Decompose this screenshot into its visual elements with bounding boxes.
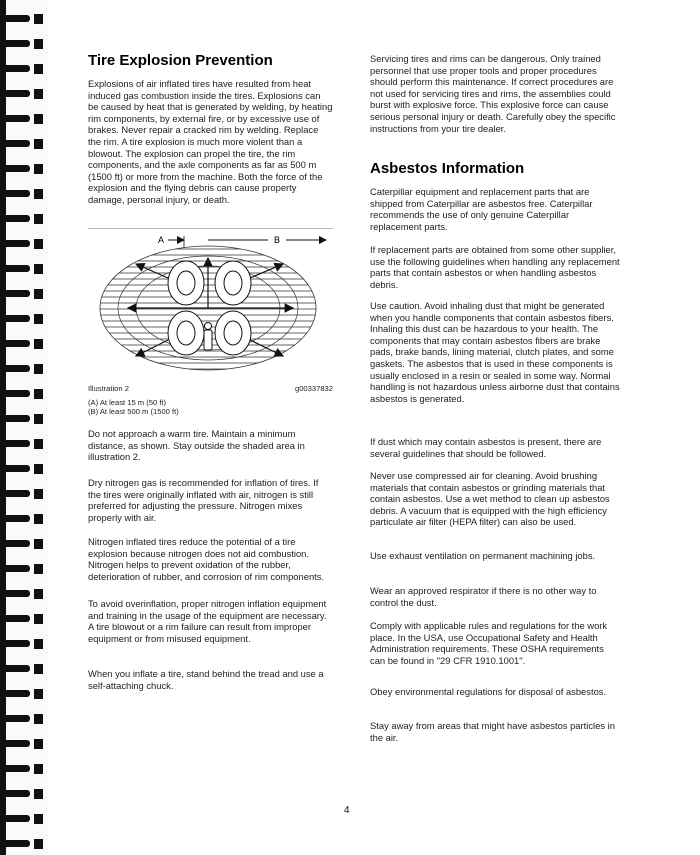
illustration-2 <box>88 228 333 380</box>
binding-coil <box>0 162 44 176</box>
left-paragraph: Nitrogen inflated tires reduce the potential of a tire explosion because nitrogen does not aid combustion. Nitrogen helps to prevent oxidation of the rubber, deterioration of rubber, and corrosion of rim components. <box>88 536 325 582</box>
right-paragraph: Comply with applicable rules and regulations for the work place. In the USA, use Occupational Safety and Health Administration requirements. These OSHA requirements can be found in "29 CFR 1910.1001". <box>370 620 608 666</box>
tire-explosion-heading: Tire Explosion Prevention <box>88 52 273 69</box>
binding-coil <box>0 337 44 351</box>
binding-coil <box>0 537 44 551</box>
right-paragraph: Wear an approved respirator if there is no other way to control the dust. <box>370 585 597 608</box>
right-paragraph: Caterpillar equipment and replacement parts that are shipped from Caterpillar are asbestos free. Caterpillar recommends the use of only genuine Caterpillar replacement parts. <box>370 186 593 232</box>
label-b: B <box>274 235 281 245</box>
binding-coil <box>0 562 44 576</box>
right-paragraph: Stay away from areas that might have asbestos particles in the air. <box>370 720 615 743</box>
illustration-code: g00337832 <box>294 384 333 393</box>
binding-coil <box>0 512 44 526</box>
binding-coil <box>0 637 44 651</box>
binding-coil <box>0 812 44 826</box>
left-paragraph: To avoid overinflation, proper nitrogen inflation equipment and training in the usage of the equipment are necessary. A tire blowout or a rim failure can result from improper equipment or from misused equipment. <box>88 598 327 644</box>
binding-coil <box>0 37 44 51</box>
illustration-caption-row <box>88 384 333 394</box>
binding-coil <box>0 62 44 76</box>
right-paragraph: Use exhaust ventilation on permanent machining jobs. <box>370 550 596 561</box>
binding-coil <box>0 187 44 201</box>
right-paragraph: Use caution. Avoid inhaling dust that might be generated when you handle components that contain asbestos fibers. Inhaling this dust can be hazardous to your health. The components that may contain asbestos fibers are brake pads, brake bands, lining material, clutch plates, and some gaskets. The asbestos that is used in these components is usually enclosed in a resin or sealed in some way. Normal handling is not hazardous unless airborne dust that contains asbestos is generated. <box>370 300 620 404</box>
binding-coil <box>0 762 44 776</box>
binding-coil <box>0 12 44 26</box>
left-paragraph: When you inflate a tire, stand behind the tread and use a self-attaching chuck. <box>88 668 324 691</box>
binding-coil <box>0 237 44 251</box>
legend-b: (B) At least 500 m (1500 ft) <box>88 407 179 416</box>
binding-coil <box>0 387 44 401</box>
binding-coil <box>0 487 44 501</box>
binding-coil <box>0 612 44 626</box>
binding-coil <box>0 437 44 451</box>
binding-coil <box>0 462 44 476</box>
left-paragraph: Explosions of air inflated tires have resulted from heat induced gas combustion inside the tires. Explosions can be caused by heat that is generated by welding, by heating rim components, by external fire, or by excessive use of brakes. Never repair a cracked rim by welding. Replace the rim. A tire explosion is much more violent than a blowout. The explosion can propel the tire, the rim components, and the axle components as far as 500 m (1500 ft) or more from the machine. Both the force of the explosion and the flying debris can cause property damage, personal injury, or death. <box>88 78 333 205</box>
right-paragraph: Obey environmental regulations for disposal of asbestos. <box>370 686 607 697</box>
illustration-caption: Illustration 2 <box>88 384 129 393</box>
label-a: A <box>158 235 165 245</box>
binding-coil <box>0 412 44 426</box>
binding-coil <box>0 262 44 276</box>
right-paragraph: Never use compressed air for cleaning. Avoid brushing materials that contain asbestos or grinding materials that contain asbestos. Use a wet method to clean up asbestos debris. A vacuum that is equipped with the high efficiency particulate air filter (HEPA filter) can also be used. <box>370 470 610 528</box>
left-paragraph: Do not approach a warm tire. Maintain a minimum distance, as shown. Stay outside the shaded area in illustration 2. <box>88 428 305 463</box>
tire-distance-diagram <box>88 228 333 380</box>
right-intro: Servicing tires and rims can be dangerous. Only trained personnel that use proper tools and proper procedures should perform this maintenance. If correct procedures are not used for servicing tires and rims, the assemblies could burst with explosive force. This explosive force can cause serious personal injury or death. Carefully obey the specific instructions from your tire dealer. <box>370 53 616 134</box>
binding-coil <box>0 662 44 676</box>
binding-coil <box>0 137 44 151</box>
binding-coil <box>0 87 44 101</box>
right-paragraph: If dust which may contain asbestos is present, there are several guidelines that should be followed. <box>370 436 602 459</box>
asbestos-heading: Asbestos Information <box>370 160 525 177</box>
binding-coil <box>0 837 44 851</box>
binding-coil <box>0 362 44 376</box>
binding-coil <box>0 737 44 751</box>
page-number: 4 <box>344 805 350 816</box>
left-paragraph: Dry nitrogen gas is recommended for inflation of tires. If the tires were originally inflated with air, nitrogen is still preferred for adjusting the pressure. Nitrogen mixes properly with air. <box>88 477 319 523</box>
binding-coil <box>0 212 44 226</box>
binding-coil <box>0 312 44 326</box>
binding-coil <box>0 587 44 601</box>
binding-coil <box>0 112 44 126</box>
right-paragraph: If replacement parts are obtained from some other supplier, use the following guidelines when handling any replacement parts that contain asbestos or when handling asbestos debris. <box>370 244 620 290</box>
binding-coil <box>0 712 44 726</box>
binding-spine <box>0 0 6 855</box>
binding-coil <box>0 287 44 301</box>
binding-coil <box>0 687 44 701</box>
spiral-binding <box>0 0 48 855</box>
binding-coil <box>0 787 44 801</box>
legend-a: (A) At least 15 m (50 ft) <box>88 398 167 407</box>
